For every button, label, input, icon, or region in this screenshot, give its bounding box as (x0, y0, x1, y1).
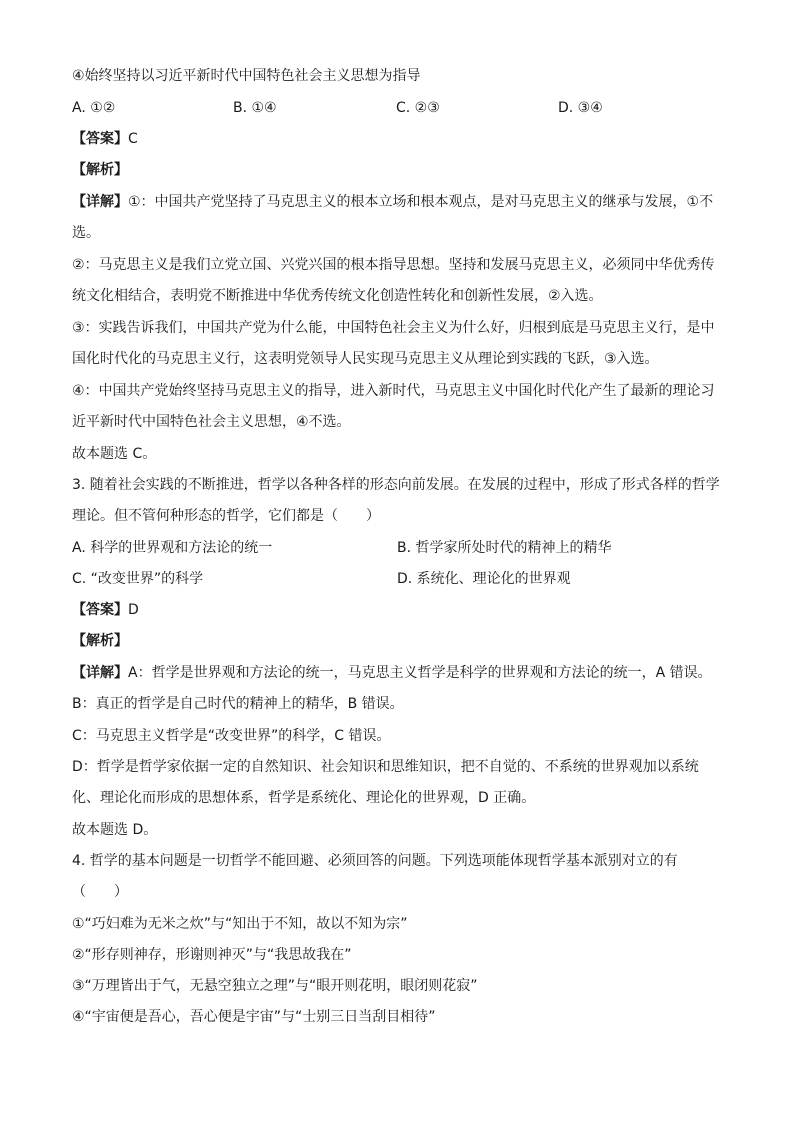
q3-option-d: D. 系统化、理论化的世界观 (397, 571, 571, 587)
detail-text: ①：中国共产党坚持了马克思主义的根本立场和根本观点，是对马克思主义的继承与发展，①不 (128, 194, 714, 210)
q3-stem-line-1: 3. 随着社会实践的不断推进，哲学以各种各样的形态向前发展。在发展的过程中，形成了形式各样的哲学 (72, 477, 720, 493)
q2-option-c: C. ②③ (396, 100, 440, 116)
q3-detail-line-5: 化、理论化而形成的思想体系，哲学是系统化、理论化的世界观，D 正确。 (72, 790, 536, 806)
analysis-tag: 【解析】 (72, 162, 128, 178)
q2-detail-line-1 (72, 192, 713, 212)
q2-detail-line-5: ③：实践告诉我们，中国共产党为什么能，中国特色社会主义为什么好，归根到底是马克思主义行，是中 (72, 320, 715, 336)
q2-detail-line-2: 选。 (72, 225, 100, 241)
answer-tag: 【答案】 (72, 602, 128, 618)
q2-detail-line-6: 国化时代化的马克思主义行，这表明党领导人民实现马克思主义从理论到实践的飞跃，③入选。 (72, 351, 659, 367)
q3-option-a: A. 科学的世界观和方法论的统一 (72, 540, 273, 556)
q3-answer (72, 600, 139, 620)
q4-item-1: ①“巧妇难为无米之炊”与“知出于不知，故以不知为宗” (72, 916, 408, 932)
q3-analysis-tag (72, 631, 128, 651)
q3-option-c: C. “改变世界”的科学 (72, 571, 204, 587)
detail-text: A：哲学是世界观和方法论的统一，马克思主义哲学是科学的世界观和方法论的统一，A 错误。 (128, 665, 712, 681)
q2-item-4: ④始终坚持以习近平新时代中国特色社会主义思想为指导 (72, 68, 421, 84)
q2-detail-line-4: 统文化相结合，表明党不断推进中华优秀传统文化创造性转化和创新性发展，②入选。 (72, 288, 603, 304)
q4-stem-line-1: 4. 哲学的基本问题是一切哲学不能回避、必须回答的问题。下列选项能体现哲学基本派别对立的有 (72, 853, 678, 869)
q3-detail-line-4: D：哲学是哲学家依据一定的自然知识、社会知识和思维知识，把不自觉的、不系统的世界观加以系统 (72, 759, 699, 775)
q2-option-d: D. ③④ (558, 100, 603, 116)
answer-value: C (128, 131, 138, 147)
q2-conclusion: 故本题选 C。 (72, 446, 157, 462)
detail-tag: 【详解】 (72, 194, 128, 210)
q3-detail-line-1 (72, 663, 712, 683)
answer-tag: 【答案】 (72, 131, 128, 147)
q3-option-b: B. 哲学家所处时代的精神上的精华 (397, 540, 612, 556)
q2-detail-line-8: 近平新时代中国特色社会主义思想，④不选。 (72, 414, 351, 430)
q2-detail-line-3: ②：马克思主义是我们立党立国、兴党兴国的根本指导思想。坚持和发展马克思主义，必须同中华优秀传 (72, 257, 715, 273)
q4-item-3: ③“万理皆出于气，无悬空独立之理”与“眼开则花明，眼闭则花寂” (72, 978, 478, 994)
q4-stem-line-2: （ ） (72, 884, 128, 900)
q2-answer (72, 129, 138, 149)
q3-conclusion: 故本题选 D。 (72, 822, 158, 838)
q3-detail-line-3: C：马克思主义哲学是“改变世界”的科学，C 错误。 (72, 728, 391, 744)
analysis-tag: 【解析】 (72, 633, 128, 649)
detail-tag: 【详解】 (72, 665, 128, 681)
q2-detail-line-7: ④：中国共产党始终坚持马克思主义的指导，进入新时代，马克思主义中国化时代化产生了最新的理论习 (72, 383, 715, 399)
q2-analysis-tag (72, 160, 128, 180)
answer-value: D (128, 602, 139, 618)
q3-detail-line-2: B：真正的哲学是自己时代的精神上的精华，B 错误。 (72, 696, 404, 712)
q2-option-b: B. ①④ (233, 100, 277, 116)
q4-item-4: ④“宇宙便是吾心，吾心便是宇宙”与“士别三日当刮目相待” (72, 1009, 436, 1025)
q2-option-a: A. ①② (72, 100, 116, 116)
q4-item-2: ②“形存则神存，形谢则神灭”与“我思故我在” (72, 947, 352, 963)
q3-stem-line-2: 理论。但不管何种形态的哲学，它们都是（ ） (72, 508, 380, 524)
